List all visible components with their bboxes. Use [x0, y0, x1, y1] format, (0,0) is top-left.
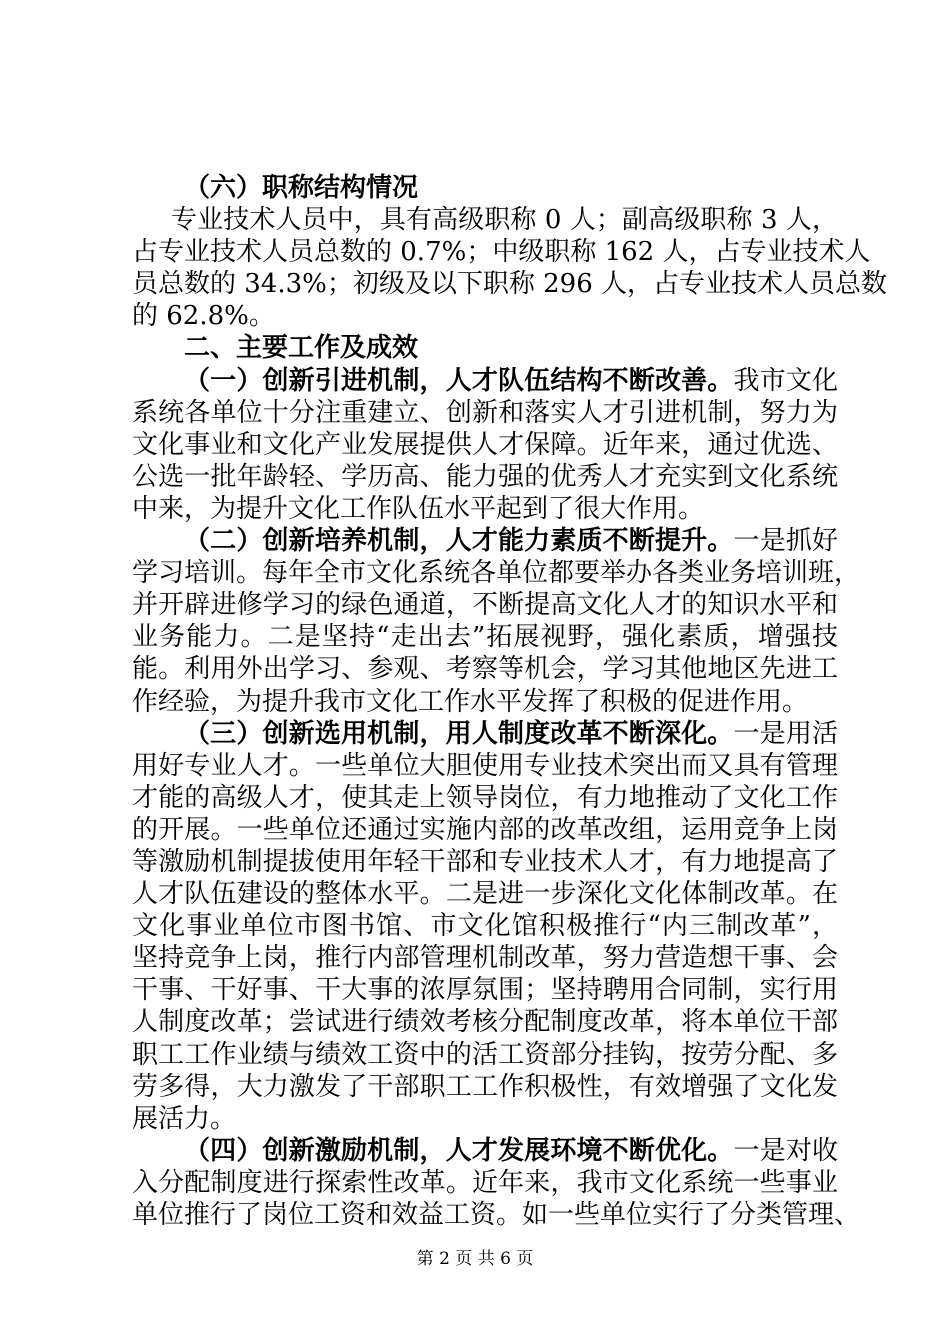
- section-heading-6: （六）职称结构情况: [184, 173, 419, 203]
- paragraph-first-line: （三）创新选用机制，用人制度改革不断深化。一是用活: [184, 718, 838, 749]
- paragraph-line: 才能的高级人才，使其走上领导岗位，有力地推动了文化工作: [132, 782, 838, 813]
- paragraph-line: 占专业技术人员总数的 0.7%；中级职称 162 人，占专业技术人: [132, 237, 871, 268]
- paragraph-line: 的 62.8%。: [132, 301, 275, 332]
- paragraph-line: 公选一批年龄轻、学历高、能力强的优秀人才充实到文化系统: [132, 461, 838, 492]
- paragraph-line: 干事、干好事、干大事的浓厚氛围；坚持聘用合同制，实行用: [132, 975, 838, 1006]
- paragraph-line: 文化事业和文化产业发展提供人才保障。近年来，通过优选、: [132, 429, 838, 460]
- paragraph-line: 等激励机制提拔使用年轻干部和专业技术人才，有力地提高了: [132, 846, 838, 877]
- paragraph-line: 能。利用外出学习、参观、考察等机会，学习其他地区先进工: [132, 654, 838, 685]
- paragraph-line: 的开展。一些单位还通过实施内部的改革改组，运用竞争上岗: [132, 814, 838, 845]
- page-footer: 第 2 页 共 6 页: [416, 1249, 534, 1269]
- paragraph-line: 单位推行了岗位工资和效益工资。如一些单位实行了分类管理、: [132, 1200, 861, 1230]
- paragraph-line: 系统各单位十分注重建立、创新和落实人才引进机制，努力为: [132, 397, 838, 428]
- paragraph-line: 职工工作业绩与绩效工资中的活工资部分挂钩，按劳分配、多: [132, 1039, 838, 1070]
- paragraph-line: 人才队伍建设的整体水平。二是进一步深化文化体制改革。在: [132, 879, 838, 910]
- paragraph-first-line: （一）创新引进机制，人才队伍结构不断改善。我市文化: [184, 365, 838, 396]
- paragraph-line: 入分配制度进行探索性改革。近年来，我市文化系统一些事业: [132, 1167, 838, 1198]
- paragraph-line: 用好专业人才。一些单位大胆使用专业技术突出而又具有管理: [132, 750, 838, 781]
- paragraph-line: 学习培训。每年全市文化系统各单位都要举办各类业务培训班，: [132, 558, 861, 589]
- paragraph-line: 展活力。: [132, 1103, 237, 1134]
- section-heading-main: 二、主要工作及成效: [184, 333, 419, 364]
- paragraph-line: 并开辟进修学习的绿色通道，不断提高文化人才的知识水平和: [132, 590, 838, 621]
- paragraph-line: 中来，为提升文化工作队伍水平起到了很大作用。: [132, 493, 705, 524]
- document-body: [132, 172, 888, 1231]
- paragraph-line: 作经验，为提升我市文化工作水平发挥了积极的促进作用。: [132, 686, 809, 717]
- paragraph-first-line: （二）创新培养机制，人才能力素质不断提升。一是抓好: [184, 526, 838, 557]
- paragraph-line: 专业技术人员中，具有高级职称 0 人；副高级职称 3 人，: [171, 205, 838, 236]
- paragraph-first-line: （四）创新激励机制，人才发展环境不断优化。一是对收: [184, 1135, 838, 1166]
- paragraph-line: 业务能力。二是坚持“走出去”拓展视野，强化素质，增强技: [132, 622, 838, 653]
- paragraph-line: 文化事业单位市图书馆、市文化馆积极推行“内三制改革”，: [132, 911, 838, 942]
- paragraph-line: 劳多得，大力激发了干部职工工作积极性，有效增强了文化发: [132, 1071, 838, 1102]
- paragraph-line: 人制度改革；尝试进行绩效考核分配制度改革，将本单位干部: [132, 1007, 838, 1038]
- paragraph-line: 员总数的 34.3%；初级及以下职称 296 人，占专业技术人员总数: [132, 269, 888, 300]
- paragraph-line: 坚持竞争上岗，推行内部管理机制改革，努力营造想干事、会: [132, 943, 838, 974]
